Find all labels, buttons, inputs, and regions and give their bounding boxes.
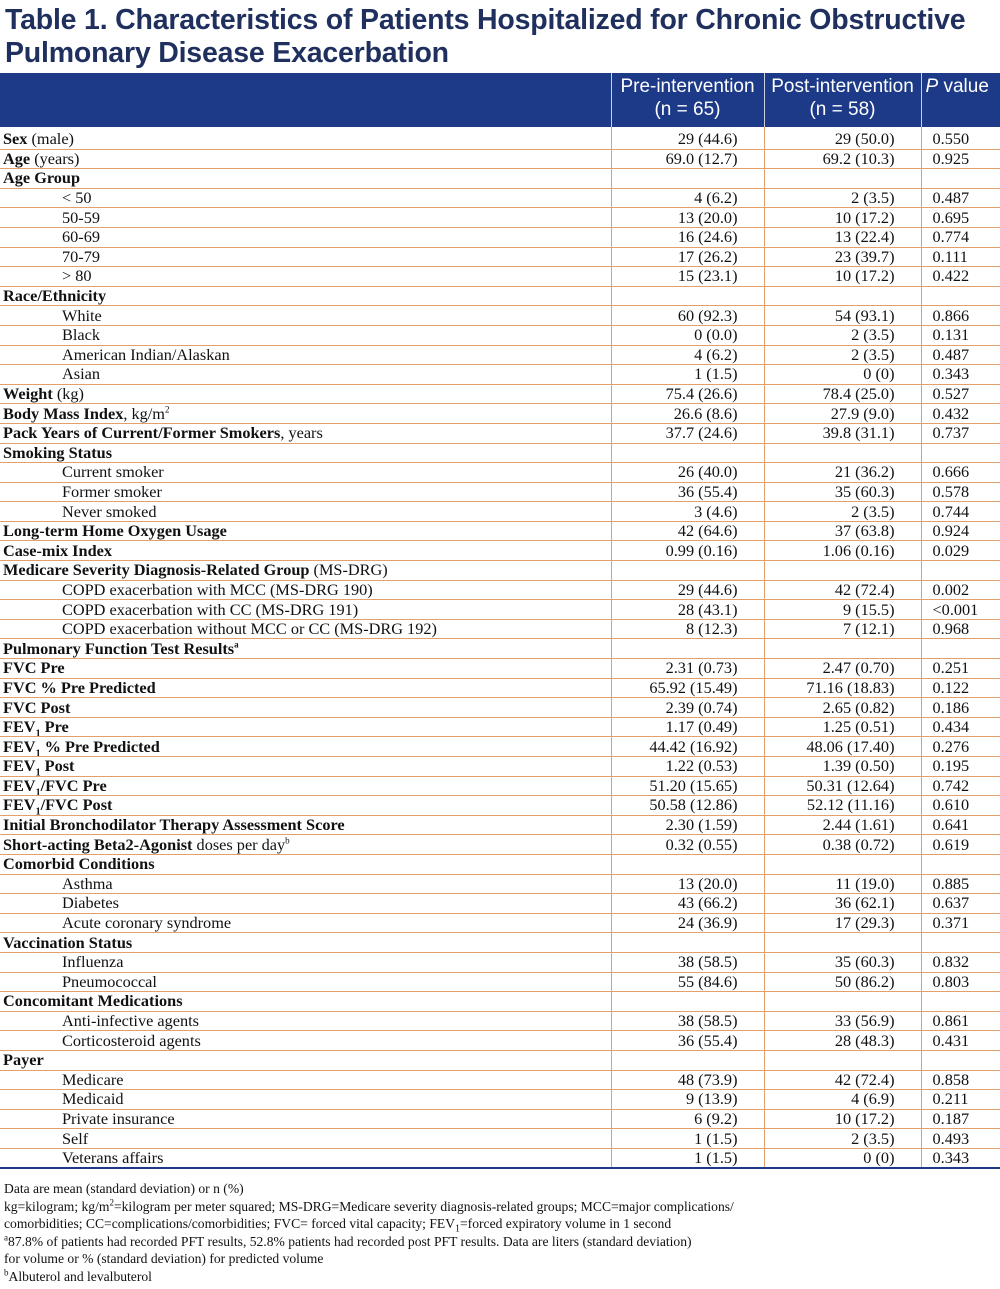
post-intervention-value: 0 (0) xyxy=(764,365,921,385)
pre-intervention-value: 26 (40.0) xyxy=(611,463,764,483)
row-label: Medicaid xyxy=(0,1090,611,1110)
table-row xyxy=(0,1050,1000,1070)
post-intervention-value: 54 (93.1) xyxy=(764,306,921,326)
table-row xyxy=(0,600,1000,620)
header-p-value xyxy=(921,73,1000,127)
pre-intervention-value: 38 (58.5) xyxy=(611,952,764,972)
row-label: < 50 xyxy=(0,188,611,208)
post-intervention-value xyxy=(764,169,921,189)
post-intervention-value xyxy=(764,639,921,659)
p-value: 0.803 xyxy=(921,972,1000,992)
row-label: COPD exacerbation without MCC or CC (MS-DRG 192) xyxy=(0,619,611,639)
p-value: 0.432 xyxy=(921,404,1000,424)
pre-intervention-value: 69.0 (12.7) xyxy=(611,149,764,169)
pre-intervention-value: 29 (44.6) xyxy=(611,580,764,600)
p-value xyxy=(921,933,1000,953)
table-row xyxy=(0,521,1000,541)
header-post-intervention xyxy=(764,73,921,127)
post-intervention-value: 11 (19.0) xyxy=(764,874,921,894)
pre-intervention-value: 24 (36.9) xyxy=(611,913,764,933)
pre-intervention-value xyxy=(611,561,764,581)
table-row xyxy=(0,835,1000,855)
footnote-abbreviations-1: kg=kilogram; $kg/m^2=kilogram$ per meter squared; MS-DRG=Medicare severity diagnosis-related groups; MCC=major complications/ xyxy=(4,1197,734,1214)
post-intervention-value: 2 (3.5) xyxy=(764,1129,921,1149)
pre-intervention-value xyxy=(611,933,764,953)
p-value xyxy=(921,286,1000,306)
table-row xyxy=(0,659,1000,679)
table-row xyxy=(0,482,1000,502)
table-row xyxy=(0,423,1000,443)
header-post-n: (n = 58) xyxy=(809,99,876,120)
row-label: Medicare Severity Diagnosis-Related Group (MS-DRG) xyxy=(0,561,611,581)
pre-intervention-value: 4 (6.2) xyxy=(611,188,764,208)
pre-intervention-value: 1 (1.5) xyxy=(611,365,764,385)
row-label: Initial Bronchodilator Therapy Assessment Score xyxy=(0,815,611,835)
pre-intervention-value: 2.31 (0.73) xyxy=(611,659,764,679)
post-intervention-value: 39.8 (31.1) xyxy=(764,423,921,443)
p-value: 0.619 xyxy=(921,835,1000,855)
post-intervention-value: 50 (86.2) xyxy=(764,972,921,992)
table-row xyxy=(0,247,1000,267)
row-label: Case-mix Index xyxy=(0,541,611,561)
table-row xyxy=(0,913,1000,933)
header-label-column xyxy=(0,73,611,127)
pre-intervention-value: 42 (64.6) xyxy=(611,521,764,541)
table-row xyxy=(0,874,1000,894)
p-value: 0.487 xyxy=(921,345,1000,365)
pre-intervention-value: 50.58 (12.86) xyxy=(611,796,764,816)
header-pre-n: (n = 65) xyxy=(654,99,721,120)
table-row xyxy=(0,992,1000,1012)
post-intervention-value: 2.44 (1.61) xyxy=(764,815,921,835)
pre-intervention-value: 65.92 (15.49) xyxy=(611,678,764,698)
post-intervention-value: 78.4 (25.0) xyxy=(764,384,921,404)
pre-intervention-value: 13 (20.0) xyxy=(611,874,764,894)
p-value: 0.641 xyxy=(921,815,1000,835)
p-value: 0.885 xyxy=(921,874,1000,894)
pre-intervention-value: 1.22 (0.53) xyxy=(611,757,764,777)
row-label: Pack Years of Current/Former Smokers, years xyxy=(0,423,611,443)
row-label: FVC Post xyxy=(0,698,611,718)
table-row xyxy=(0,1129,1000,1149)
table-row xyxy=(0,1011,1000,1031)
row-label: COPD exacerbation with MCC (MS-DRG 190) xyxy=(0,580,611,600)
p-value: 0.111 xyxy=(921,247,1000,267)
p-value: <0.001 xyxy=(921,600,1000,620)
row-label: $FEV_1$/FVC Pre xyxy=(0,776,611,796)
pre-intervention-value: 43 (66.2) xyxy=(611,894,764,914)
pre-intervention-value: 0 (0.0) xyxy=(611,325,764,345)
p-value: 0.343 xyxy=(921,1148,1000,1168)
p-value: 0.187 xyxy=(921,1109,1000,1129)
pre-intervention-value: 6 (9.2) xyxy=(611,1109,764,1129)
row-label: Comorbid Conditions xyxy=(0,854,611,874)
table-row xyxy=(0,776,1000,796)
p-value: 0.737 xyxy=(921,423,1000,443)
p-value: 0.251 xyxy=(921,659,1000,679)
table-row xyxy=(0,1109,1000,1129)
table-row xyxy=(0,127,1000,149)
p-value: 0.487 xyxy=(921,188,1000,208)
pre-intervention-value: 4 (6.2) xyxy=(611,345,764,365)
post-intervention-value: 33 (56.9) xyxy=(764,1011,921,1031)
p-value: 0.858 xyxy=(921,1070,1000,1090)
row-label: $FEV_1$ Post xyxy=(0,757,611,777)
p-value: 0.431 xyxy=(921,1031,1000,1051)
p-value xyxy=(921,992,1000,1012)
p-value: 0.527 xyxy=(921,384,1000,404)
table-row xyxy=(0,619,1000,639)
pre-intervention-value xyxy=(611,169,764,189)
footnote-b: $^b$Albuterol and levalbuterol xyxy=(4,1267,152,1284)
row-label: Never smoked xyxy=(0,502,611,522)
post-intervention-value: 52.12 (11.16) xyxy=(764,796,921,816)
p-value xyxy=(921,1050,1000,1070)
row-label: Private insurance xyxy=(0,1109,611,1129)
p-value: 0.186 xyxy=(921,698,1000,718)
p-value: 0.195 xyxy=(921,757,1000,777)
row-label: Veterans affairs xyxy=(0,1148,611,1168)
p-value xyxy=(921,854,1000,874)
row-label: FVC % Pre Predicted xyxy=(0,678,611,698)
table-row xyxy=(0,306,1000,326)
row-label: Former smoker xyxy=(0,482,611,502)
p-value: 0.637 xyxy=(921,894,1000,914)
table-row xyxy=(0,365,1000,385)
post-intervention-value: 17 (29.3) xyxy=(764,913,921,933)
row-label: Age Group xyxy=(0,169,611,189)
footnote-a-continued: for volume or % (standard deviation) for predicted volume xyxy=(4,1251,324,1267)
post-intervention-value xyxy=(764,561,921,581)
post-intervention-value: 1.39 (0.50) xyxy=(764,757,921,777)
row-label: FVC Pre xyxy=(0,659,611,679)
row-label: White xyxy=(0,306,611,326)
post-intervention-value: 42 (72.4) xyxy=(764,1070,921,1090)
table-row xyxy=(0,325,1000,345)
header-pre-title: Pre-intervention xyxy=(620,76,755,97)
row-label: Black xyxy=(0,325,611,345)
header-p-italic: P xyxy=(925,76,939,97)
pre-intervention-value: 75.4 (26.6) xyxy=(611,384,764,404)
p-value xyxy=(921,169,1000,189)
post-intervention-value: 23 (39.7) xyxy=(764,247,921,267)
table-row xyxy=(0,639,1000,659)
table-row xyxy=(0,1090,1000,1110)
pre-intervention-value: 36 (55.4) xyxy=(611,482,764,502)
table-row xyxy=(0,227,1000,247)
pre-intervention-value: 44.42 (16.92) xyxy=(611,737,764,757)
p-value: 0.276 xyxy=(921,737,1000,757)
row-label: Asian xyxy=(0,365,611,385)
pre-intervention-value: 16 (24.6) xyxy=(611,227,764,247)
post-intervention-value xyxy=(764,1050,921,1070)
row-label: Sex (male) xyxy=(0,127,611,149)
table-row xyxy=(0,854,1000,874)
pre-intervention-value: 3 (4.6) xyxy=(611,502,764,522)
post-intervention-value: 2 (3.5) xyxy=(764,188,921,208)
post-intervention-value: 2.47 (0.70) xyxy=(764,659,921,679)
pre-intervention-value: 48 (73.9) xyxy=(611,1070,764,1090)
table-row xyxy=(0,678,1000,698)
post-intervention-value: 21 (36.2) xyxy=(764,463,921,483)
characteristics-table xyxy=(0,73,1000,1169)
header-p-rest: value xyxy=(938,76,989,97)
post-intervention-value xyxy=(764,443,921,463)
post-intervention-value xyxy=(764,854,921,874)
post-intervention-value: 4 (6.9) xyxy=(764,1090,921,1110)
table-body xyxy=(0,127,1000,1168)
pre-intervention-value: 9 (13.9) xyxy=(611,1090,764,1110)
table-row xyxy=(0,208,1000,228)
p-value xyxy=(921,443,1000,463)
pre-intervention-value: 55 (84.6) xyxy=(611,972,764,992)
post-intervention-value xyxy=(764,286,921,306)
p-value: 0.610 xyxy=(921,796,1000,816)
pre-intervention-value xyxy=(611,1050,764,1070)
table-header xyxy=(0,73,1000,127)
p-value: 0.434 xyxy=(921,717,1000,737)
post-intervention-value: 10 (17.2) xyxy=(764,1109,921,1129)
header-post-title: Post-intervention xyxy=(771,76,914,97)
post-intervention-value: 0 (0) xyxy=(764,1148,921,1168)
row-label: Acute coronary syndrome xyxy=(0,913,611,933)
pre-intervention-value: 1 (1.5) xyxy=(611,1148,764,1168)
p-value: 0.832 xyxy=(921,952,1000,972)
post-intervention-value: 1.06 (0.16) xyxy=(764,541,921,561)
pre-intervention-value: 0.32 (0.55) xyxy=(611,835,764,855)
table-row xyxy=(0,169,1000,189)
row-label: Pulmonary Function Test Results$^a$ xyxy=(0,639,611,659)
row-label: Payer xyxy=(0,1050,611,1070)
table-row xyxy=(0,737,1000,757)
table-row xyxy=(0,541,1000,561)
post-intervention-value: 1.25 (0.51) xyxy=(764,717,921,737)
p-value: 0.578 xyxy=(921,482,1000,502)
row-label: Current smoker xyxy=(0,463,611,483)
pre-intervention-value xyxy=(611,992,764,1012)
p-value: 0.422 xyxy=(921,267,1000,287)
p-value: 0.371 xyxy=(921,913,1000,933)
pre-intervention-value: 17 (26.2) xyxy=(611,247,764,267)
post-intervention-value: 35 (60.3) xyxy=(764,952,921,972)
footnote-a: $^a$87.8% of patients had recorded PFT results, 52.8% patients had recorded post PFT results. Data are liters (standard deviation) xyxy=(4,1232,692,1249)
table-row xyxy=(0,972,1000,992)
post-intervention-value: 9 (15.5) xyxy=(764,600,921,620)
row-label: American Indian/Alaskan xyxy=(0,345,611,365)
p-value: 0.925 xyxy=(921,149,1000,169)
table-row xyxy=(0,698,1000,718)
pre-intervention-value: 13 (20.0) xyxy=(611,208,764,228)
row-label: Corticosteroid agents xyxy=(0,1031,611,1051)
post-intervention-value: 50.31 (12.64) xyxy=(764,776,921,796)
pre-intervention-value: 15 (23.1) xyxy=(611,267,764,287)
pre-intervention-value: 26.6 (8.6) xyxy=(611,404,764,424)
p-value: 0.744 xyxy=(921,502,1000,522)
table-row xyxy=(0,580,1000,600)
post-intervention-value: 71.16 (18.83) xyxy=(764,678,921,698)
row-label: Smoking Status xyxy=(0,443,611,463)
table-row xyxy=(0,796,1000,816)
post-intervention-value: 10 (17.2) xyxy=(764,208,921,228)
p-value: 0.211 xyxy=(921,1090,1000,1110)
table-row xyxy=(0,384,1000,404)
row-label: Anti-infective agents xyxy=(0,1011,611,1031)
table-row xyxy=(0,894,1000,914)
p-value: 0.866 xyxy=(921,306,1000,326)
table-row xyxy=(0,443,1000,463)
p-value: 0.924 xyxy=(921,521,1000,541)
table-row xyxy=(0,502,1000,522)
post-intervention-value: 69.2 (10.3) xyxy=(764,149,921,169)
table-row xyxy=(0,1070,1000,1090)
pre-intervention-value: 8 (12.3) xyxy=(611,619,764,639)
p-value xyxy=(921,639,1000,659)
p-value: 0.666 xyxy=(921,463,1000,483)
p-value: 0.131 xyxy=(921,325,1000,345)
row-label: Medicare xyxy=(0,1070,611,1090)
table-row xyxy=(0,717,1000,737)
table-row xyxy=(0,815,1000,835)
post-intervention-value: 29 (50.0) xyxy=(764,127,921,149)
header-pre-intervention xyxy=(611,73,764,127)
row-label: 50-59 xyxy=(0,208,611,228)
pre-intervention-value: 0.99 (0.16) xyxy=(611,541,764,561)
row-label: Concomitant Medications xyxy=(0,992,611,1012)
post-intervention-value: 48.06 (17.40) xyxy=(764,737,921,757)
pre-intervention-value: 1.17 (0.49) xyxy=(611,717,764,737)
row-label: $FEV_1$/FVC Post xyxy=(0,796,611,816)
pre-intervention-value xyxy=(611,443,764,463)
post-intervention-value: 2 (3.5) xyxy=(764,325,921,345)
table-row xyxy=(0,952,1000,972)
pre-intervention-value: 38 (58.5) xyxy=(611,1011,764,1031)
table-title: Table 1. Characteristics of Patients Hospitalized for Chronic Obstructive Pulmonary Disease Exacerbation xyxy=(5,4,966,69)
table-row xyxy=(0,404,1000,424)
table-row xyxy=(0,561,1000,581)
row-label: Self xyxy=(0,1129,611,1149)
post-intervention-value: 2.65 (0.82) xyxy=(764,698,921,718)
p-value: 0.774 xyxy=(921,227,1000,247)
table-row xyxy=(0,463,1000,483)
row-label: Age (years) xyxy=(0,149,611,169)
table-row xyxy=(0,188,1000,208)
row-label: Short-acting Beta2-Agonist doses per day$^b$ xyxy=(0,835,611,855)
row-label: Race/Ethnicity xyxy=(0,286,611,306)
table-row xyxy=(0,1031,1000,1051)
row-label: Body Mass Index, $kg/m^2$ xyxy=(0,404,611,424)
row-label: Influenza xyxy=(0,952,611,972)
post-intervention-value: 13 (22.4) xyxy=(764,227,921,247)
pre-intervention-value: 2.30 (1.59) xyxy=(611,815,764,835)
table-row xyxy=(0,933,1000,953)
post-intervention-value: 10 (17.2) xyxy=(764,267,921,287)
post-intervention-value: 36 (62.1) xyxy=(764,894,921,914)
post-intervention-value: 2 (3.5) xyxy=(764,502,921,522)
pre-intervention-value: 51.20 (15.65) xyxy=(611,776,764,796)
row-label: Weight (kg) xyxy=(0,384,611,404)
p-value: 0.343 xyxy=(921,365,1000,385)
row-label: Diabetes xyxy=(0,894,611,914)
p-value: 0.029 xyxy=(921,541,1000,561)
row-label: $FEV_1$ Pre xyxy=(0,717,611,737)
post-intervention-value: 27.9 (9.0) xyxy=(764,404,921,424)
row-label: 60-69 xyxy=(0,227,611,247)
post-intervention-value: 28 (48.3) xyxy=(764,1031,921,1051)
footnote-abbreviations-2: comorbidities; CC=complications/comorbidities; FVC= forced vital capacity; $FEV_1=forced$ expiratory volume in 1 second xyxy=(4,1216,672,1235)
pre-intervention-value xyxy=(611,286,764,306)
pre-intervention-value: 60 (92.3) xyxy=(611,306,764,326)
pre-intervention-value: 2.39 (0.74) xyxy=(611,698,764,718)
table-footnotes xyxy=(4,1180,994,1286)
p-value: 0.550 xyxy=(921,127,1000,149)
row-label: $FEV_1$ % Pre Predicted xyxy=(0,737,611,757)
post-intervention-value: 37 (63.8) xyxy=(764,521,921,541)
footnote-data-format: Data are mean (standard deviation) or n (%) xyxy=(4,1181,244,1196)
post-intervention-value xyxy=(764,992,921,1012)
row-label: Pneumococcal xyxy=(0,972,611,992)
p-value: 0.122 xyxy=(921,678,1000,698)
table-row xyxy=(0,267,1000,287)
p-value: 0.493 xyxy=(921,1129,1000,1149)
row-label: 70-79 xyxy=(0,247,611,267)
post-intervention-value xyxy=(764,933,921,953)
pre-intervention-value: 37.7 (24.6) xyxy=(611,423,764,443)
table-row xyxy=(0,286,1000,306)
table-row xyxy=(0,1148,1000,1168)
post-intervention-value: 0.38 (0.72) xyxy=(764,835,921,855)
p-value: 0.742 xyxy=(921,776,1000,796)
p-value: 0.695 xyxy=(921,208,1000,228)
row-label: COPD exacerbation with CC (MS-DRG 191) xyxy=(0,600,611,620)
pre-intervention-value: 1 (1.5) xyxy=(611,1129,764,1149)
table-row xyxy=(0,345,1000,365)
pre-intervention-value xyxy=(611,854,764,874)
p-value: 0.002 xyxy=(921,580,1000,600)
post-intervention-value: 7 (12.1) xyxy=(764,619,921,639)
post-intervention-value: 42 (72.4) xyxy=(764,580,921,600)
row-label: > 80 xyxy=(0,267,611,287)
p-value: 0.861 xyxy=(921,1011,1000,1031)
row-label: Vaccination Status xyxy=(0,933,611,953)
pre-intervention-value xyxy=(611,639,764,659)
table-row xyxy=(0,757,1000,777)
table-row xyxy=(0,149,1000,169)
p-value: 0.968 xyxy=(921,619,1000,639)
post-intervention-value: 2 (3.5) xyxy=(764,345,921,365)
pre-intervention-value: 28 (43.1) xyxy=(611,600,764,620)
p-value xyxy=(921,561,1000,581)
pre-intervention-value: 36 (55.4) xyxy=(611,1031,764,1051)
row-label: Asthma xyxy=(0,874,611,894)
post-intervention-value: 35 (60.3) xyxy=(764,482,921,502)
row-label: Long-term Home Oxygen Usage xyxy=(0,521,611,541)
pre-intervention-value: 29 (44.6) xyxy=(611,127,764,149)
